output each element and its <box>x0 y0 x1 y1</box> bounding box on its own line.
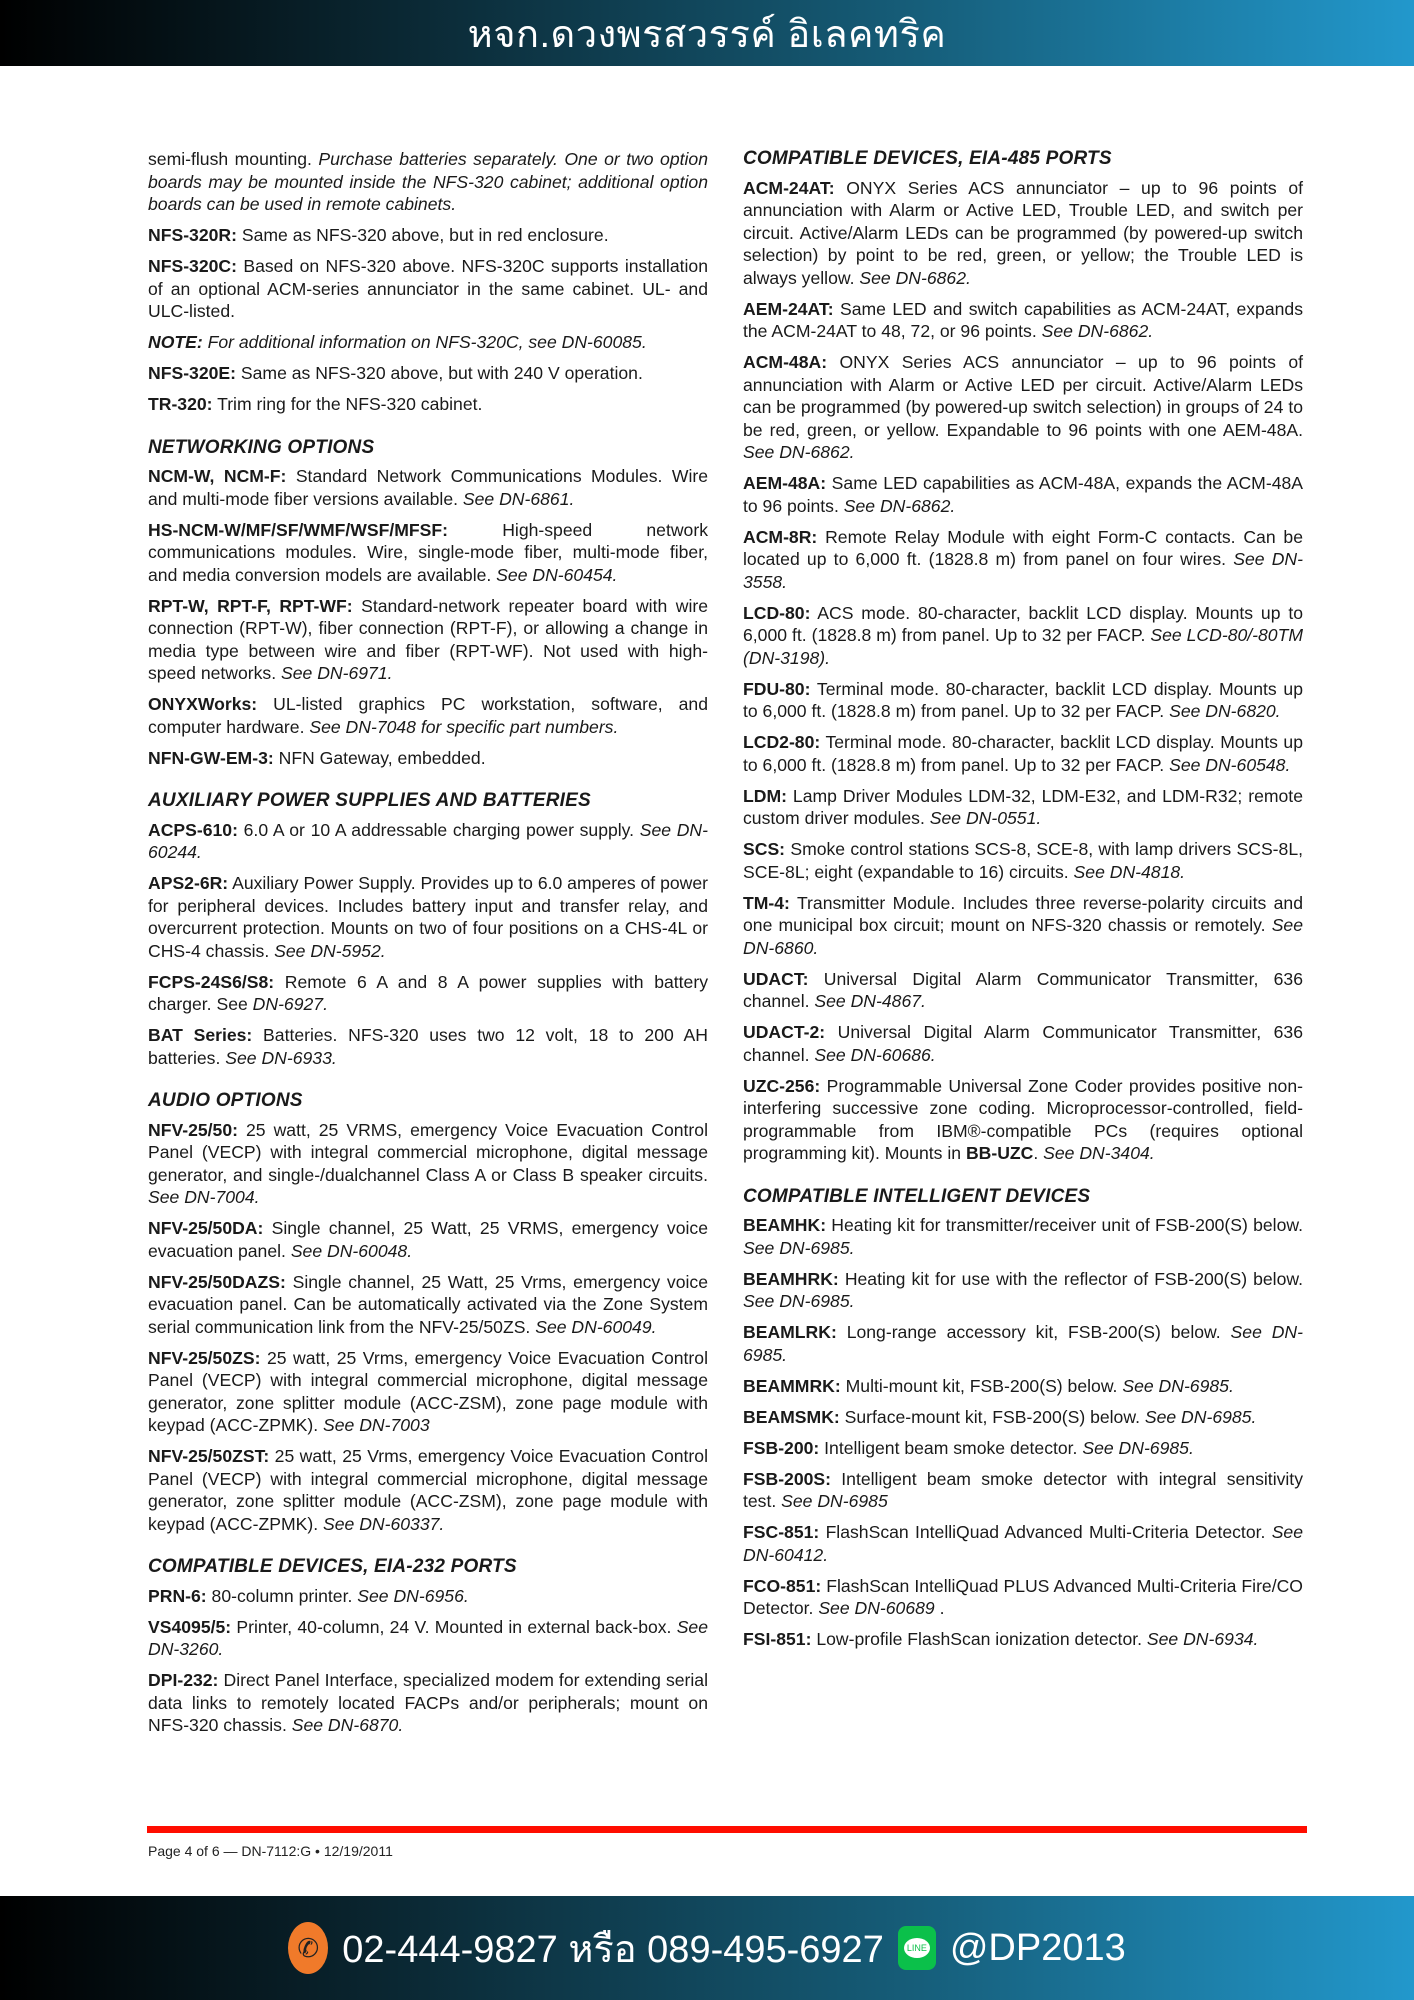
reference-text: See DN-3260. <box>148 1616 708 1659</box>
footer-divider <box>147 1826 1307 1833</box>
product-code: NFV-25/50ZS: <box>148 1347 261 1368</box>
description-text: Standard-network repeater board with wire connection (RPT-W), fiber connection (RPT-F), or allowing a change in media type between wire and fiber (RPT-WF). Not used with high-speed networks. <box>148 595 708 683</box>
product-entry <box>743 968 1303 1013</box>
product-code: NCM-W, NCM-F: <box>148 466 287 486</box>
left-column <box>148 148 708 1745</box>
product-entry <box>743 1021 1303 1066</box>
reference-text: See DN-6985. <box>1144 1406 1257 1427</box>
section-heading: NETWORKING OPTIONS <box>148 436 375 458</box>
description-text: ONYX Series ACS annunciator – up to 96 points of annunciation with Alarm or Active LED per circuit. Active/Alarm LEDs can be programmed (by powered-up switch selection) in groups of 24 to be red, green, or yellow. Expandable to 96 points with one AEM-48A. <box>743 352 1303 440</box>
product-entry <box>148 1119 708 1209</box>
reference-text: For additional information on NFS-320C, see DN-60085. <box>202 332 647 352</box>
product-entry <box>148 971 708 1016</box>
product-code: NFV-25/50DAZS: <box>148 1271 286 1292</box>
product-entry <box>743 1214 1303 1259</box>
description-text: Auxiliary Power Supply. Provides up to 6.0 amperes of power for peripheral devices. Includes battery input and transfer relay, and overcurrent protection. Mounts on two of four positions on a CHS-4L or CHS-4 chassis. <box>148 873 709 961</box>
product-code: PRN-6: <box>148 1585 207 1606</box>
product-code: SCS: <box>743 839 786 859</box>
product-entry <box>743 838 1303 883</box>
reference-text: See DN-6985. <box>1122 1375 1234 1396</box>
product-code: APS2-6R: <box>148 873 229 893</box>
line-logo-text: LINE <box>904 1938 930 1958</box>
contact-banner <box>0 1896 1414 2000</box>
product-code: AEM-48A: <box>743 473 827 493</box>
product-code: BEAMLRK: <box>743 1322 837 1342</box>
reference-text: See DN-6862. <box>1041 321 1154 341</box>
product-entry <box>743 678 1303 723</box>
description-text: ACS mode. 80-character, backlit LCD display. Mounts up to 6,000 ft. (1828.8 m) from panel. Up to 32 per FACP. <box>743 602 1303 645</box>
description-text: Terminal mode. 80-character, backlit LCD display. Mounts up to 6,000 ft. (1828.8 m) from panel. Up to 32 per FACP. <box>743 678 1303 721</box>
product-code: AEM-24AT: <box>743 298 834 319</box>
product-code: ACPS-610: <box>148 819 238 840</box>
product-entry <box>148 224 708 247</box>
product-code: FSB-200S: <box>743 1468 831 1489</box>
reference-text: See DN-60454. <box>496 564 618 585</box>
product-entry <box>743 1268 1303 1313</box>
product-entry <box>148 693 708 738</box>
product-code: LCD-80: <box>743 602 811 623</box>
description-text: NFN Gateway, embedded. <box>273 747 486 768</box>
description-text: Batteries. NFS-320 uses two 12 volt, 18 to 200 AH batteries. <box>148 1025 708 1068</box>
product-entry <box>743 1521 1303 1566</box>
description-text: FlashScan IntelliQuad Advanced Multi-Criteria Detector. <box>819 1522 1272 1542</box>
product-code: UDACT: <box>743 968 809 989</box>
product-entry <box>148 1445 708 1535</box>
reference-text: Purchase batteries separately. One or two option boards may be mounted inside the NFS-320 cabinet; additional option boards can be used in remote cabinets. <box>148 149 708 214</box>
description-text: 25 watt, 25 Vrms, emergency Voice Evacuation Control Panel (VECP) with integral commercial microphone, digital message generator, zone splitter module (ACC-ZSM), zone page module with keypad (ACC-ZPMK). <box>148 1347 708 1435</box>
reference-text: See DN-60548. <box>1169 754 1291 775</box>
description-text: Same as NFS-320 above, but with 240 V operation. <box>236 363 643 383</box>
reference-text: See DN-6820. <box>1169 701 1281 721</box>
reference-text: See DN-60048. <box>290 1240 413 1261</box>
product-entry <box>743 1628 1303 1651</box>
description-text: Printer, 40-column, 24 V. Mounted in external back-box. <box>231 1616 677 1637</box>
product-code: TM-4: <box>743 892 790 913</box>
reference-text: See DN-6956. <box>357 1585 469 1606</box>
product-entry <box>743 731 1303 776</box>
product-entry <box>148 465 708 510</box>
page-info: Page 4 of 6 — DN-7112:G • 12/19/2011 <box>148 1843 393 1859</box>
product-entry <box>743 1375 1303 1398</box>
reference-text: DN-6927. <box>252 994 328 1014</box>
reference-text: See DN-7048 for specific part numbers. <box>309 716 619 737</box>
line-icon <box>898 1926 936 1970</box>
description-text: Low-profile FlashScan ionization detector. <box>811 1629 1147 1649</box>
description-text: Lamp Driver Modules LDM-32, LDM-E32, and LDM-R32; remote custom driver modules. <box>743 785 1303 828</box>
description-text: Universal Digital Alarm Communicator Transmitter, 636 channel. <box>743 1022 1303 1065</box>
reference-text: See DN-6860. <box>743 915 1303 958</box>
product-code: ACM-48A: <box>743 352 828 372</box>
product-entry <box>148 747 708 770</box>
product-entry <box>743 785 1303 830</box>
line-id[interactable]: @DP2013 <box>949 1926 1126 1969</box>
description-text: High-speed network communications modules. Wire, single-mode fiber, multi-mode fiber, and media conversion models are available. <box>148 519 708 585</box>
description-text: Surface-mount kit, FSB-200(S) below. <box>839 1406 1145 1427</box>
product-entry <box>148 595 708 685</box>
description-text: Based on NFS-320 above. NFS-320C supports installation of an optional ACM-series annunciator in the same cabinet. UL- and ULC-listed. <box>148 256 708 321</box>
product-entry <box>148 1024 708 1069</box>
reference-text: See DN-5952. <box>274 940 386 961</box>
reference-text: See DN-0551. <box>929 808 1042 828</box>
description-text: semi-flush mounting. <box>148 149 319 169</box>
reference-text: See DN-7004. <box>148 1187 260 1207</box>
product-entry <box>148 393 708 416</box>
description-text: Programmable Universal Zone Coder provides positive non-interfering successive zone coding. Microprocessor-controlled, field-programmable from IBM®-compatible PCs (requires optional programming kit). Mounts in <box>743 1075 1303 1163</box>
description-text: Single channel, 25 Watt, 25 Vrms, emergency voice evacuation panel. Can be automatically activated via the Zone System serial communication link from the NFV-25/50ZS. <box>148 1271 708 1337</box>
description-text: UL-listed graphics PC workstation, software, and computer hardware. <box>148 694 708 737</box>
description-text: Long-range accessory kit, FSB-200(S) below. <box>836 1322 1231 1342</box>
header-banner <box>0 0 1414 66</box>
reference-text: See DN-3558. <box>743 549 1304 592</box>
description-text: ONYX Series ACS annunciator – up to 96 points of annunciation with Alarm or Active LED, Trouble LED, and switch per circuit. Active/Alarm LEDs can be programmed (by powered-up switch selection) by point to be red, green, or yellow; the Trouble LED is always yellow. <box>743 177 1303 288</box>
product-code: TR-320: <box>148 394 213 414</box>
product-code: NFV-25/50ZST: <box>148 1446 270 1466</box>
product-code: FSC-851: <box>743 1522 820 1542</box>
product-entry <box>148 1669 708 1737</box>
description-text: Heating kit for use with the reflector of FSB-200(S) below. <box>838 1268 1303 1289</box>
description-text: Transmitter Module. Includes three reverse-polarity circuits and one municipal box circuit; mount on NFS-320 chassis or remotely. <box>743 892 1303 935</box>
product-entry <box>148 148 708 216</box>
product-entry <box>743 298 1303 343</box>
description-text: Trim ring for the NFS-320 cabinet. <box>212 394 483 414</box>
product-code: ACM-8R: <box>743 526 818 547</box>
product-code: NFN-GW-EM-3: <box>148 747 274 768</box>
product-code: FCPS-24S6/S8: <box>148 971 275 992</box>
product-code: UDACT-2: <box>743 1022 826 1042</box>
reference-text: See DN-6985. <box>743 1237 855 1258</box>
product-code: BEAMSMK: <box>743 1406 840 1427</box>
product-entry <box>743 1437 1303 1460</box>
description-text: Remote Relay Module with eight Form-C contacts. Can be located up to 6,000 ft. (1828.8 m) from panel on four wires. <box>743 526 1303 569</box>
product-entry <box>148 331 708 354</box>
product-code: NFS-320R: <box>148 225 237 245</box>
company-name: หจก.ดวงพรสวรรค์ อิเลคทริค <box>467 13 947 56</box>
description-text: Heating kit for transmitter/receiver unit of FSB-200(S) below. <box>826 1215 1303 1235</box>
product-code: ONYXWorks: <box>148 694 258 714</box>
reference-text: See DN-6862. <box>859 267 971 288</box>
reference-text: See DN-6862. <box>743 442 855 462</box>
product-code: UZC-256: <box>743 1075 821 1096</box>
reference-text: See DN-6971. <box>281 663 393 683</box>
reference-text: See DN-4867. <box>814 991 926 1011</box>
product-entry <box>743 1321 1303 1366</box>
description-text: Terminal mode. 80-character, backlit LCD display. Mounts up to 6,000 ft. (1828.8 m) from panel. Up to 32 per FACP. <box>743 732 1303 775</box>
description-text: Same LED capabilities as ACM-48A, expands the ACM-48A to 96 points. <box>743 473 1303 516</box>
reference-text: See DN-6985. <box>1082 1437 1194 1458</box>
description-text: Same as NFS-320 above, but in red enclosure. <box>236 225 609 245</box>
description-text: 80-column printer. <box>206 1585 358 1606</box>
reference-text: See DN-6934. <box>1146 1629 1259 1649</box>
reference-text: See DN-4818. <box>1073 861 1186 882</box>
product-entry <box>743 1075 1303 1165</box>
description-text: 6.0 A or 10 A addressable charging power supply. <box>237 819 640 840</box>
product-entry <box>148 872 708 962</box>
product-code: LDM: <box>743 785 787 806</box>
description-text: NOTE: <box>148 332 203 352</box>
reference-text: See DN-60244. <box>148 819 708 862</box>
product-entry <box>743 1468 1303 1513</box>
reference-text: See DN-60689 <box>818 1598 935 1618</box>
description-text: FlashScan IntelliQuad PLUS Advanced Multi-Criteria Fire/CO Detector. <box>743 1575 1303 1618</box>
section-heading: AUDIO OPTIONS <box>148 1090 303 1111</box>
product-code: DPI-232: <box>148 1670 219 1690</box>
product-entry <box>148 1585 708 1608</box>
description-text: Standard Network Communications Modules. Wire and multi-mode fiber versions available. <box>148 466 708 509</box>
reference-text: See DN-6985. <box>743 1322 1303 1365</box>
product-entry <box>148 519 708 587</box>
phone-numbers[interactable]: 02-444-9827 หรือ 089-495-6927 <box>342 1928 884 1971</box>
reference-text: See DN-6985. <box>743 1291 855 1311</box>
description-text: Remote 6 A and 8 A power supplies with battery charger. See <box>148 971 708 1014</box>
product-entry <box>148 1217 708 1262</box>
reference-text: See DN-7003 <box>323 1415 430 1435</box>
product-entry <box>148 362 708 385</box>
product-entry <box>743 1575 1303 1620</box>
product-entry <box>743 892 1303 960</box>
product-entry <box>743 472 1303 517</box>
product-code: NFS-320C: <box>148 256 237 276</box>
description-text: Universal Digital Alarm Communicator Transmitter, 636 channel. <box>743 968 1303 1011</box>
section-heading: AUXILIARY POWER SUPPLIES AND BATTERIES <box>148 790 591 811</box>
product-code: FCO-851: <box>743 1575 822 1596</box>
product-entry <box>148 1271 708 1339</box>
product-code: BEAMHRK: <box>743 1268 839 1289</box>
product-code: RPT-W, RPT-F, RPT-WF: <box>148 595 353 616</box>
product-entry <box>148 819 708 864</box>
description-text: . <box>934 1598 945 1618</box>
reference-text: See DN-6862. <box>843 495 956 516</box>
reference-text: See DN-3404. <box>1043 1143 1155 1163</box>
reference-text: See DN-60412. <box>743 1522 1303 1565</box>
product-entry <box>743 526 1303 594</box>
product-code: LCD2-80: <box>743 732 821 752</box>
reference-text: See DN-6870. <box>291 1715 404 1735</box>
product-code: FSI-851: <box>743 1629 812 1649</box>
product-code: NFV-25/50: <box>148 1119 238 1140</box>
product-code: FSB-200: <box>743 1437 820 1458</box>
description-text: Multi-mount kit, FSB-200(S) below. <box>840 1375 1123 1396</box>
product-code: NFS-320E: <box>148 363 236 383</box>
right-column <box>743 148 1303 1659</box>
reference-text: See DN-6861. <box>462 488 575 509</box>
phone-icon: ✆ <box>288 1922 328 1974</box>
product-code: VS4095/5: <box>148 1616 232 1637</box>
reference-text: See DN-60337. <box>323 1513 445 1534</box>
reference-text: See DN-6933. <box>225 1047 337 1068</box>
description-text: Direct Panel Interface, specialized modem for extending serial data links to remotely located FACPs and/or peripherals; mount on NFS-320 chassis. <box>148 1670 708 1735</box>
product-entry <box>743 351 1303 464</box>
section-heading: COMPATIBLE INTELLIGENT DEVICES <box>743 1185 1091 1207</box>
product-entry <box>148 255 708 323</box>
product-code: NFV-25/50DA: <box>148 1218 264 1238</box>
description-text: Intelligent beam smoke detector with integral sensitivity test. <box>743 1468 1303 1511</box>
reference-text: See LCD-80/-80TM (DN-3198). <box>743 625 1303 668</box>
description-text: 25 watt, 25 VRMS, emergency Voice Evacuation Control Panel (VECP) with integral commercial microphone, digital message generator, and single-/dualchannel Class A or Class B speaker circuits. <box>148 1119 708 1185</box>
description-text: Same LED and switch capabilities as ACM-24AT, expands the ACM-24AT to 48, 72, or 96 points. <box>743 298 1303 341</box>
product-entry <box>743 177 1303 290</box>
description-text: . <box>1033 1143 1044 1163</box>
description-text: 25 watt, 25 Vrms, emergency Voice Evacuation Control Panel (VECP) with integral commercial microphone, digital message generator, zone splitter module (ACC-ZSM), zone page module with keypad (ACC-ZPMK). <box>148 1446 708 1534</box>
product-code: BEAMMRK: <box>743 1375 841 1396</box>
product-code: BAT Series: <box>148 1025 253 1045</box>
product-entry <box>148 1347 708 1437</box>
reference-text: See DN-60049. <box>535 1316 657 1337</box>
section-heading: COMPATIBLE DEVICES, EIA-485 PORTS <box>743 148 1112 169</box>
product-code: BB-UZC <box>965 1143 1034 1163</box>
product-code: HS-NCM-W/MF/SF/WMF/WSF/MFSF: <box>148 519 448 540</box>
description-text: Single channel, 25 Watt, 25 VRMS, emergency voice evacuation panel. <box>148 1218 708 1261</box>
product-entry <box>148 1616 708 1661</box>
product-code: ACM-24AT: <box>743 177 835 198</box>
description-text: Smoke control stations SCS-8, SCE-8, with lamp drivers SCS-8L, SCE-8L; eight (expandable to 16) circuits. <box>743 839 1303 882</box>
description-text: Intelligent beam smoke detector. <box>819 1437 1083 1458</box>
product-entry <box>743 1406 1303 1429</box>
product-entry <box>743 602 1303 670</box>
reference-text: See DN-6985 <box>781 1491 888 1511</box>
reference-text: See DN-60686. <box>814 1044 936 1065</box>
product-code: BEAMHK: <box>743 1215 827 1235</box>
product-code: FDU-80: <box>743 678 811 699</box>
section-heading: COMPATIBLE DEVICES, EIA-232 PORTS <box>148 1556 517 1577</box>
